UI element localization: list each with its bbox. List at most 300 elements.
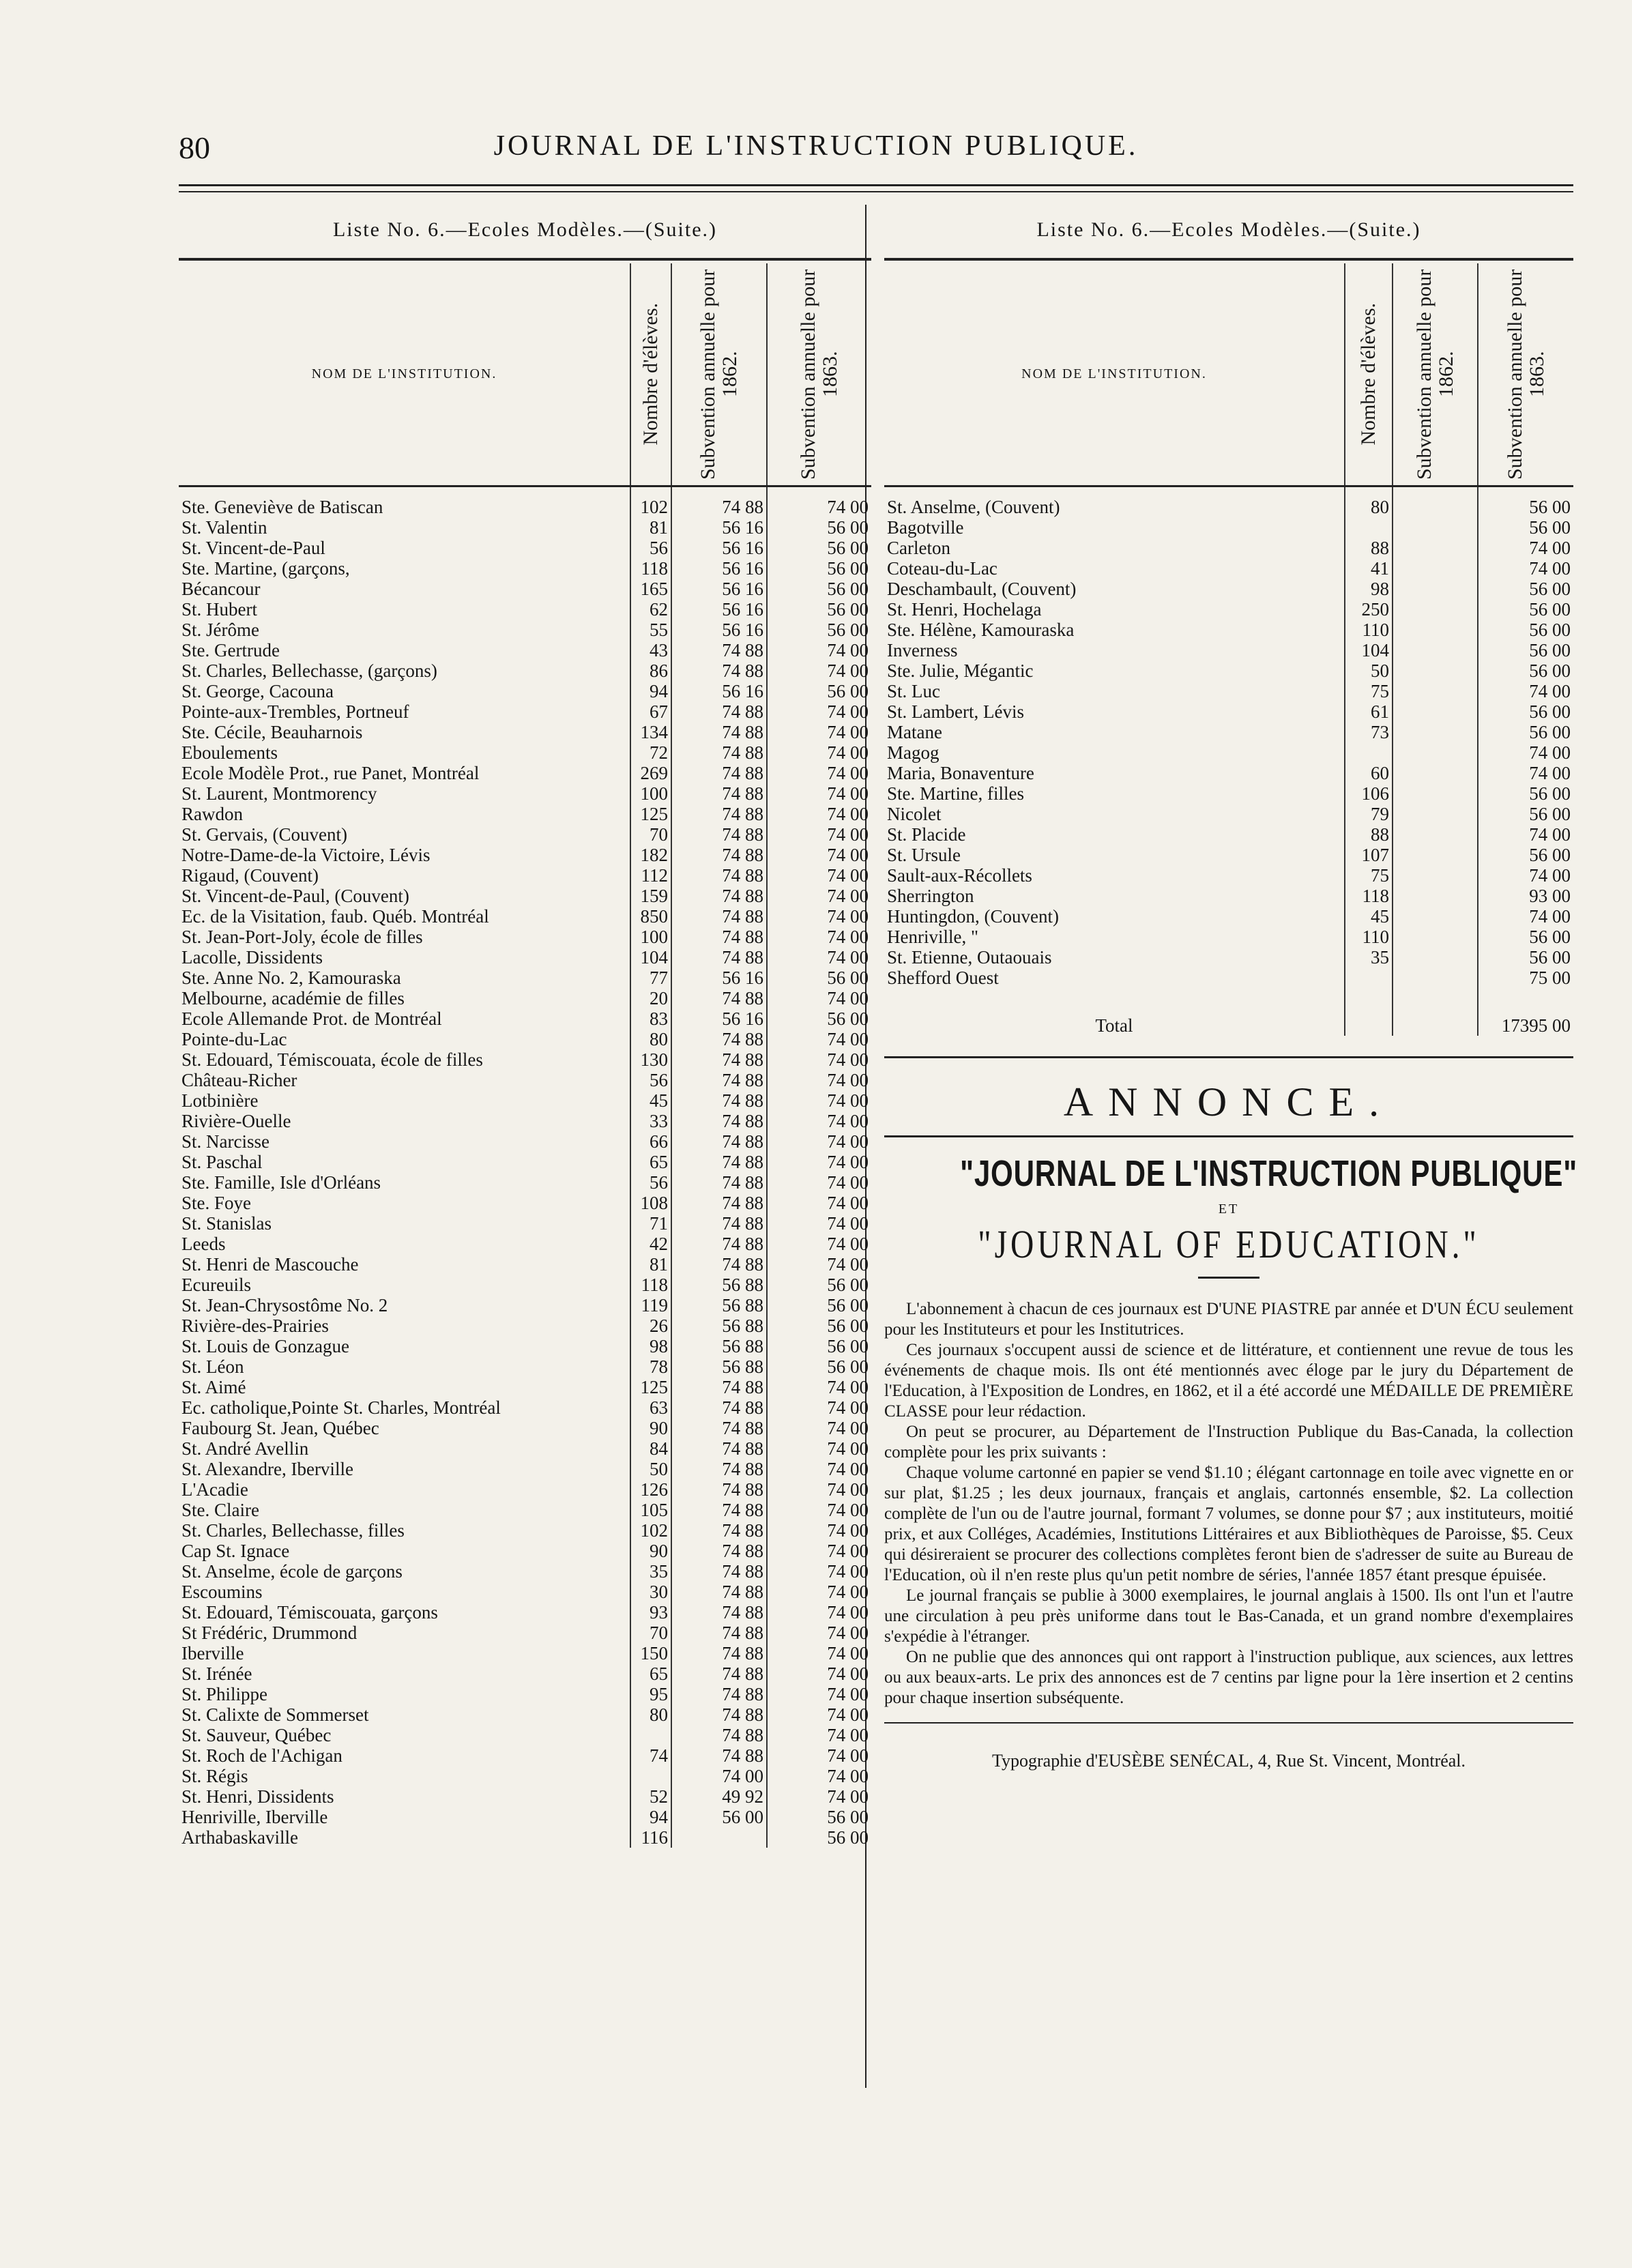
institution-name: Ec. catholique,Pointe St. Charles, Montréal [181,1397,501,1418]
institution-name: Faubourg St. Jean, Québec [181,1418,379,1438]
table-row [884,742,1573,763]
institution-name: Rivière-Ouelle [181,1111,291,1131]
pupil-count: 104 [1345,640,1393,660]
grant-1862 [1393,886,1478,906]
grant-1862: 74 88 [671,1131,767,1152]
annonce-title-rule [884,1135,1573,1137]
institution-name: St. Edouard, Témiscouata, garçons [181,1602,438,1623]
table-row [179,1623,871,1643]
institution-name: St. Anselme, école de garçons [181,1561,403,1582]
table-row [884,927,1573,947]
table-row [179,1827,871,1848]
total-row [884,988,1573,1036]
table-row [884,968,1573,988]
grant-1863: 56 00 [1478,701,1573,722]
table-row [179,1725,871,1745]
grant-1863: 74 00 [767,722,871,742]
table-row [179,1090,871,1111]
table-row [179,517,871,538]
grant-1862: 74 88 [671,1418,767,1438]
table-row [884,701,1573,722]
grant-1862: 74 88 [671,804,767,824]
grant-1862 [1393,722,1478,742]
grant-1863: 74 00 [767,1377,871,1397]
table-row [179,1213,871,1234]
grant-1862: 74 88 [671,824,767,845]
pupil-count: 67 [630,701,671,722]
table-row [179,927,871,947]
institution-name: St. Louis de Gonzague [181,1336,349,1356]
annonce-paragraph: On ne publie que des annonces qui ont rapport à l'instruction publique, aux sciences, aux lettres ou aux beaux-arts. Le prix des annonces est de 7 centins par ligne pour la 1ère insertion et 2 centins pour chaque insertion subséquente. [884,1648,1573,1707]
institution-name: Rivière-des-Prairies [181,1315,329,1336]
table-row [179,865,871,886]
grant-1863: 74 00 [1478,742,1573,763]
grant-1863: 74 00 [767,804,871,824]
grant-1863: 74 00 [767,763,871,783]
left-school-table [179,263,871,1848]
grant-1863: 56 00 [1478,640,1573,660]
grant-1863: 74 00 [767,1234,871,1254]
header-rule-bottom [179,191,1573,192]
grant-1863: 56 00 [767,1356,871,1377]
grant-1863: 74 00 [767,1643,871,1663]
grant-1863: 56 00 [1478,599,1573,620]
institution-name: Sherrington [887,886,974,906]
pupil-count: 112 [630,865,671,886]
pupil-count: 98 [1345,579,1393,599]
grant-1862: 74 88 [671,640,767,660]
pupil-count: 62 [630,599,671,620]
grant-1862: 56 88 [671,1356,767,1377]
table-row [179,701,871,722]
pupil-count: 56 [630,1172,671,1193]
right-list-title: Liste No. 6.—Ecoles Modèles.—(Suite.) [1036,218,1421,241]
institution-name: Ste. Martine, filles [887,783,1024,804]
table-row [179,804,871,824]
institution-name: St Frédéric, Drummond [181,1623,358,1643]
institution-name: Magog [887,742,939,763]
grant-1862 [1393,968,1478,988]
grant-1862: 74 00 [671,1766,767,1786]
grant-1862 [1393,486,1478,518]
institution-name: St. Lambert, Lévis [887,701,1024,722]
pupil-count: 72 [630,742,671,763]
pupil-count: 90 [630,1541,671,1561]
grant-1863: 56 00 [767,1336,871,1356]
grant-1862 [1393,845,1478,865]
grant-1862: 74 88 [671,947,767,968]
column-header-name: NOM DE L'INSTITUTION. [884,263,1345,486]
pupil-count: 182 [630,845,671,865]
pupil-count: 45 [1345,906,1393,927]
table-row [884,640,1573,660]
total-value: 17395 00 [1478,988,1573,1036]
grant-1863: 74 00 [767,1500,871,1520]
grant-1863: 74 00 [767,1541,871,1561]
grant-1862 [1393,538,1478,558]
institution-name: St. Alexandre, Iberville [181,1459,353,1479]
table-row [179,824,871,845]
grant-1863: 74 00 [767,1111,871,1131]
institution-name: Ste. Anne No. 2, Kamouraska [181,968,401,988]
pupil-count: 35 [1345,947,1393,968]
grant-1862: 74 88 [671,1193,767,1213]
grant-1862: 74 88 [671,722,767,742]
grant-1862: 74 88 [671,1704,767,1725]
pupil-count: 105 [630,1500,671,1520]
annonce-rule [884,1056,1573,1058]
pupil-count: 134 [630,722,671,742]
pupil-count: 269 [630,763,671,783]
right-column [884,205,1577,1771]
grant-1863: 56 00 [1478,804,1573,824]
grant-1863: 74 00 [767,640,871,660]
grant-1863: 74 00 [767,1397,871,1418]
grant-1863: 74 00 [1478,763,1573,783]
grant-1863: 74 00 [767,1725,871,1745]
table-row [179,486,871,518]
grant-1862: 74 88 [671,1541,767,1561]
institution-name: Huntingdon, (Couvent) [887,906,1059,927]
table-row [179,538,871,558]
table-row [884,620,1573,640]
grant-1863: 74 00 [1478,824,1573,845]
annonce-short-rule [1198,1277,1259,1279]
pupil-count: 88 [1345,824,1393,845]
annonce-paragraph: Ces journaux s'occupent aussi de science et de littérature, et contiennent une revue de tous les événements de chaque mois. Ils ont été mentionnés avec éloge par le jury du Département de l'Education, à l'Exposition de Londres, en 1862, et il a été accordé une MÉDAILLE DE PREMIÈRE CLASSE pour leur rédaction. [884,1341,1573,1421]
column-header-name: NOM DE L'INSTITUTION. [179,263,630,486]
pupil-count: 61 [1345,701,1393,722]
institution-name: Henriville, Iberville [181,1807,328,1827]
pupil-count: 70 [630,1623,671,1643]
table-row [179,1807,871,1827]
left-title-rule [179,258,871,261]
table-row [179,1254,871,1275]
table-row [179,1356,871,1377]
grant-1862: 56 88 [671,1336,767,1356]
institution-name: St. Anselme, (Couvent) [887,497,1060,517]
table-row [179,1111,871,1131]
grant-1862: 56 16 [671,620,767,640]
institution-name: Carleton [887,538,950,558]
institution-name: St. Henri, Hochelaga [887,599,1042,620]
pupil-count: 56 [630,538,671,558]
imprint-rule [884,1722,1573,1724]
grant-1862: 74 88 [671,1582,767,1602]
grant-1863: 74 00 [767,1418,871,1438]
annonce-journal-fr: "JOURNAL DE L'INSTRUCTION PUBLIQUE" [960,1153,1577,1194]
pupil-count: 50 [630,1459,671,1479]
pupil-count: 75 [1345,681,1393,701]
table-row [884,660,1573,681]
institution-name: Château-Richer [181,1070,297,1090]
table-row [179,620,871,640]
grant-1863: 74 00 [767,947,871,968]
table-row [179,1541,871,1561]
grant-1862: 56 16 [671,1008,767,1029]
grant-1863: 74 00 [767,1029,871,1049]
right-table-body [884,486,1573,989]
right-school-table [884,263,1573,1036]
grant-1862 [1393,865,1478,886]
table-row [179,722,871,742]
institution-name: St. Ursule [887,845,961,865]
table-row [884,947,1573,968]
table-row [179,1459,871,1479]
grant-1863: 74 00 [767,1766,871,1786]
table-row [179,599,871,620]
institution-name: Ste. Famille, Isle d'Orléans [181,1172,381,1193]
pupil-count: 100 [630,927,671,947]
table-row [179,968,871,988]
pupil-count: 110 [1345,620,1393,640]
table-row [884,886,1573,906]
grant-1862 [1393,824,1478,845]
grant-1862: 56 16 [671,968,767,988]
institution-name: Notre-Dame-de-la Victoire, Lévis [181,845,431,865]
grant-1862 [1393,947,1478,968]
pupil-count: 55 [630,620,671,640]
grant-1862: 74 88 [671,906,767,927]
grant-1863: 74 00 [767,1459,871,1479]
grant-1863: 74 00 [767,1438,871,1459]
institution-name: St. Jean-Chrysostôme No. 2 [181,1295,388,1315]
table-row [884,722,1573,742]
table-row [884,804,1573,824]
table-row [179,1397,871,1418]
institution-name: Ste. Claire [181,1500,259,1520]
pupil-count: 56 [630,1070,671,1090]
institution-name: Bagotville [887,517,964,538]
institution-name: Iberville [181,1643,244,1663]
grant-1863: 74 00 [767,906,871,927]
table-row [179,988,871,1008]
table-row [179,1152,871,1172]
grant-1863: 93 00 [1478,886,1573,906]
grant-1862: 74 88 [671,1234,767,1254]
grant-1863: 74 00 [767,1152,871,1172]
grant-1863: 74 00 [767,927,871,947]
grant-1863: 74 00 [767,1213,871,1234]
grant-1863: 74 00 [767,742,871,763]
table-row [179,1315,871,1336]
pupil-count: 98 [630,1336,671,1356]
pupil-count [1345,968,1393,988]
grant-1862: 74 88 [671,1520,767,1541]
pupil-count: 35 [630,1561,671,1582]
grant-1862 [1393,742,1478,763]
pupil-count: 250 [1345,599,1393,620]
institution-name: Escoumins [181,1582,263,1602]
institution-name: Ecureuils [181,1275,251,1295]
pupil-count: 126 [630,1479,671,1500]
table-row [179,1336,871,1356]
table-row [179,1438,871,1459]
pupil-count: 78 [630,1356,671,1377]
pupil-count: 119 [630,1295,671,1315]
annonce-journal-en: "JOURNAL OF EDUCATION." [978,1222,1480,1266]
institution-name: Lacolle, Dissidents [181,947,323,968]
institution-name: Pointe-aux-Trembles, Portneuf [181,701,409,722]
table-row [179,1131,871,1152]
grant-1863: 74 00 [767,886,871,906]
institution-name: St. Hubert [181,599,257,620]
column-header-grant-1863: Subvention annuelle pour 1863. [1478,263,1573,486]
grant-1862: 74 88 [671,1213,767,1234]
institution-name: Leeds [181,1234,226,1254]
pupil-count: 80 [1345,486,1393,518]
pupil-count: 107 [1345,845,1393,865]
table-row [884,763,1573,783]
pupil-count: 94 [630,681,671,701]
grant-1862: 74 88 [671,742,767,763]
table-row [179,660,871,681]
grant-1862: 74 88 [671,1172,767,1193]
table-row [884,599,1573,620]
grant-1863: 56 00 [767,1008,871,1029]
column-header-grant-1863: Subvention annuelle pour 1863. [767,263,871,486]
grant-1863: 56 00 [767,1827,871,1848]
institution-name: St. Irénée [181,1663,252,1684]
grant-1862: 74 88 [671,927,767,947]
grant-1863: 74 00 [767,1602,871,1623]
institution-name: Coteau-du-Lac [887,558,997,579]
institution-name: St. George, Cacouna [181,681,334,701]
table-row [179,1766,871,1786]
pupil-count: 100 [630,783,671,804]
pupil-count: 159 [630,886,671,906]
grant-1862 [1393,783,1478,804]
grant-1863: 56 00 [767,599,871,620]
table-row [884,558,1573,579]
grant-1862 [1393,558,1478,579]
table-row [179,1479,871,1500]
institution-name: St. Henri de Mascouche [181,1254,359,1275]
grant-1863: 56 00 [767,538,871,558]
grant-1863: 74 00 [767,1745,871,1766]
institution-name: Ste. Geneviève de Batiscan [181,497,383,517]
table-row [179,1704,871,1725]
table-row [179,558,871,579]
institution-name: Melbourne, académie de filles [181,988,405,1008]
table-row [179,1029,871,1049]
table-row [884,681,1573,701]
grant-1862: 74 88 [671,886,767,906]
pupil-count: 81 [630,517,671,538]
table-row [884,783,1573,804]
institution-name: Ste. Hélène, Kamouraska [887,620,1075,640]
institution-name: Lotbinière [181,1090,259,1111]
grant-1862 [1393,906,1478,927]
institution-name: Ste. Gertrude [181,640,280,660]
institution-name: St. Régis [181,1766,248,1786]
institution-name: Eboulements [181,742,278,763]
grant-1863: 74 00 [767,1090,871,1111]
pupil-count: 33 [630,1111,671,1131]
institution-name: St. Luc [887,681,940,701]
institution-name: St. Charles, Bellechasse, filles [181,1520,405,1541]
page-number: 80 [179,130,210,165]
grant-1862: 56 16 [671,681,767,701]
institution-name: Ec. de la Visitation, faub. Québ. Montréal [181,906,489,927]
pupil-count: 60 [1345,763,1393,783]
grant-1862: 56 00 [671,1807,767,1827]
grant-1863: 74 00 [767,1070,871,1090]
pupil-count: 86 [630,660,671,681]
grant-1862: 74 88 [671,1111,767,1131]
pupil-count: 30 [630,1582,671,1602]
pupil-count: 45 [630,1090,671,1111]
table-row [179,886,871,906]
institution-name: St. André Avellin [181,1438,309,1459]
institution-name: L'Acadie [181,1479,248,1500]
grant-1862: 74 88 [671,1070,767,1090]
grant-1862: 74 88 [671,660,767,681]
grant-1862: 74 88 [671,1643,767,1663]
grant-1862: 49 92 [671,1786,767,1807]
grant-1863: 56 00 [767,1295,871,1315]
grant-1863: 74 00 [767,865,871,886]
grant-1863: 74 00 [767,486,871,518]
table-row [884,517,1573,538]
grant-1862 [671,1827,767,1848]
institution-name: Deschambault, (Couvent) [887,579,1077,599]
institution-name: St. Laurent, Montmorency [181,783,377,804]
institution-name: Shefford Ouest [887,968,999,988]
grant-1863: 74 00 [1478,681,1573,701]
grant-1862 [1393,579,1478,599]
grant-1863: 74 00 [767,1561,871,1582]
pupil-count: 52 [630,1786,671,1807]
pupil-count [630,1766,671,1786]
institution-name: St. Paschal [181,1152,263,1172]
grant-1863: 74 00 [767,988,871,1008]
table-row [179,1418,871,1438]
grant-1863: 56 00 [767,1275,871,1295]
grant-1862: 74 88 [671,1090,767,1111]
grant-1863: 56 00 [1478,845,1573,865]
grant-1862: 74 88 [671,1254,767,1275]
table-row [179,1663,871,1684]
pupil-count: 71 [630,1213,671,1234]
institution-name: St. Narcisse [181,1131,269,1152]
table-row [179,1561,871,1582]
institution-name: St. Charles, Bellechasse, (garçons) [181,660,437,681]
institution-name: Rigaud, (Couvent) [181,865,319,886]
pupil-count: 75 [1345,865,1393,886]
grant-1863: 74 00 [1478,906,1573,927]
grant-1862: 74 88 [671,1725,767,1745]
grant-1862: 74 88 [671,486,767,518]
grant-1863: 56 00 [1478,486,1573,518]
grant-1863: 56 00 [1478,927,1573,947]
table-row [884,865,1573,886]
pupil-count: 66 [630,1131,671,1152]
grant-1862: 74 88 [671,1500,767,1520]
institution-name: St. Jean-Port-Joly, école de filles [181,927,423,947]
grant-1862: 74 88 [671,1561,767,1582]
pupil-count: 102 [630,486,671,518]
pupil-count: 118 [630,558,671,579]
table-row [179,1193,871,1213]
pupil-count: 43 [630,640,671,660]
institution-name: St. Placide [887,824,966,845]
pupil-count: 165 [630,579,671,599]
table-row [884,538,1573,558]
annonce-paragraph: Le journal français se publie à 3000 exemplaires, le journal anglais à 1500. Ils ont l'un et l'autre une circulation à peu près uniforme dans tout le Bas-Canada, et un grand nombre d'exemplaires s'expédie à l'étranger. [884,1586,1573,1646]
pupil-count: 125 [630,804,671,824]
grant-1863: 56 00 [767,620,871,640]
